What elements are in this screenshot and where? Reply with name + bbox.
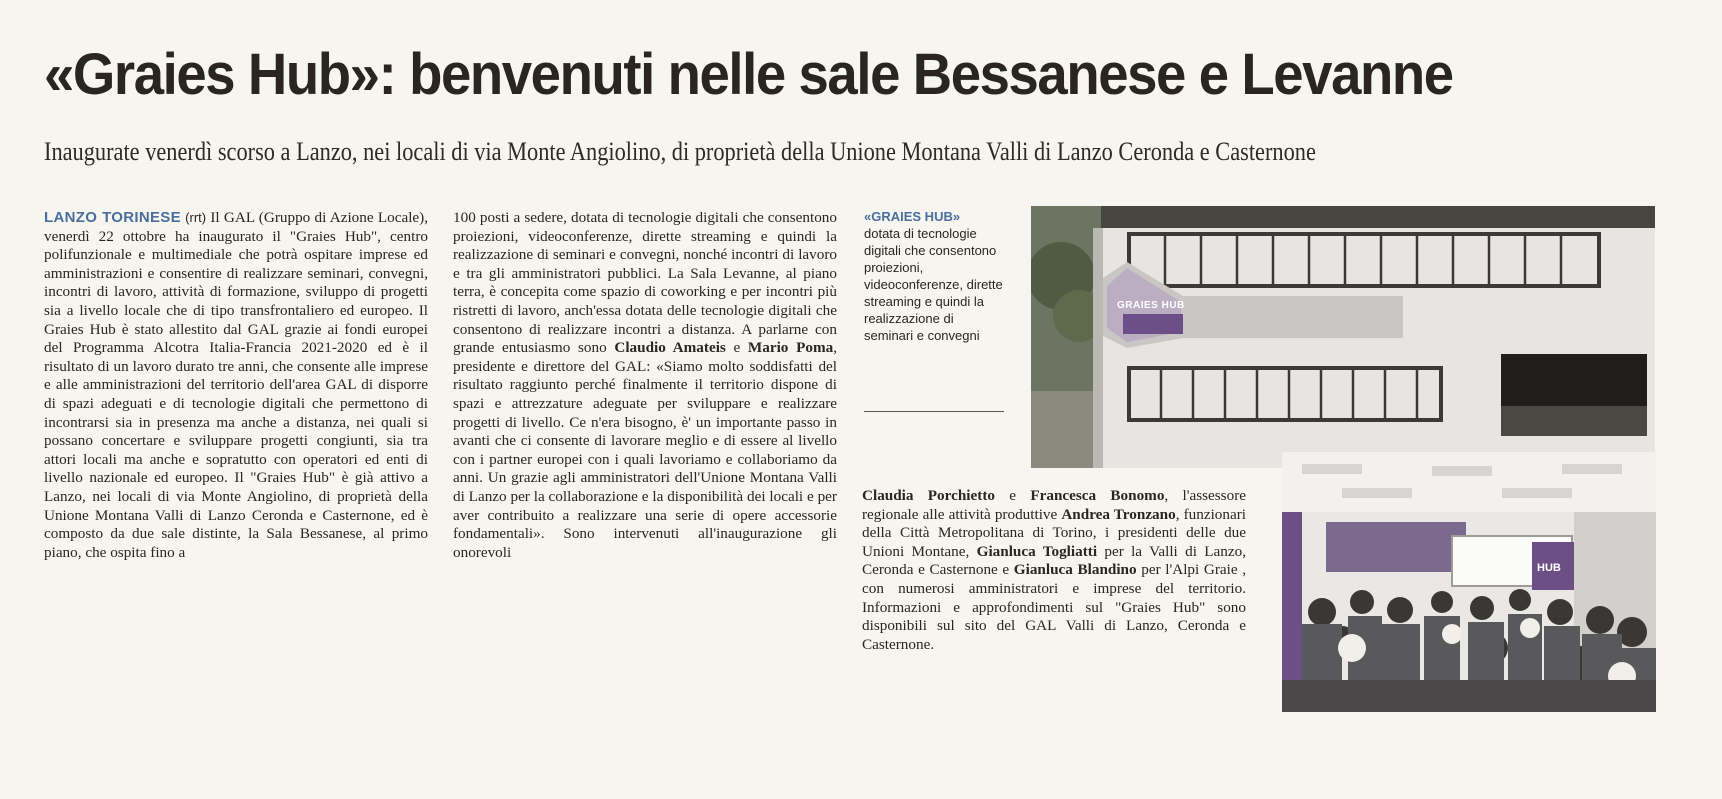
person-name: Francesca Bonomo	[1030, 487, 1165, 504]
author-credit: (rrt)	[185, 210, 207, 225]
photo-caption	[864, 208, 1004, 344]
column-3-text-d: per l'Alpi Graie , con numerosi amministratori e imprese del territorio. Informazioni e approfondimenti sul "Graies Hub" sono disponibili sul sito del GAL Valli di Lanzo, Ceronda e Casternone.	[862, 561, 1247, 653]
column-3-text-a: , l'assessore regionale alle attività produttive	[862, 487, 1246, 523]
headline: «Graies Hub»: benvenuti nelle sale Bessanese e Levanne	[44, 42, 1453, 107]
person-name: Gianluca Togliatti	[976, 542, 1098, 560]
building-sign: GRAIES HUB	[1117, 300, 1185, 311]
conjunction: e	[725, 339, 748, 357]
conference-room-photo	[1282, 452, 1656, 712]
person-name: Mario Poma	[747, 339, 834, 357]
caption-kicker: «GRAIES HUB»	[864, 209, 961, 224]
building-photo	[1031, 206, 1655, 468]
person-name: Claudia Porchietto	[862, 487, 995, 504]
article-column-3	[862, 487, 1246, 654]
article-column-2	[453, 209, 837, 562]
column-1-text: Il GAL (Gruppo di Azione Locale), venerdì 22 ottobre ha inaugurato il "Graies Hub", centro polifunzionale e multimediale che potrà ospitare imprese ed amministrazioni e consentire di realizzare seminari, convegni, incontri di lavoro, attività di formazione, sviluppo di progetti sia a livello locale che di tipo transfrontaliero ed europeo. Il Graies Hub è stato allestito dal GAL grazie ai fondi europei del Programma Alcotra Italia-Francia 2021-2020 ed è il risultato di un lavoro durato tre anni, che consente alle imprese e alle amministrazioni del territorio dell'area GAL di disporre di spazi adeguati e di tecnologie digitali che permettono di incontrarsi sia in presenza ma anche a distanza, nei quali si possano concertare e sviluppare progetti congiunti, sia tra attori locali ma anche e sopratutto con operatori ed enti di livello nazionale ed europeo. Il "Graies Hub" è già attivo a Lanzo, nei locali di via Monte Angiolino, di proprietà della Unione Montana Valli di Lanzo Ceronda e Casternone, ed è composto da due sale distinte, la Sala Bessanese, al primo piano, che ospita fino a	[44, 209, 429, 561]
article-column-1	[44, 209, 428, 562]
room-screen-sign: HUB	[1537, 562, 1561, 574]
column-2-text-a: 100 posti a sedere, dotata di tecnologie digitali che consentono proiezioni, videoconferenze, dirette streaming e quindi la realizzazione di seminari e convegni, nonché incontri di lavoro e tra gli amministratori pubblici. La Sala Levanne, al piano terra, è concepita come spazio di coworking e per incontri più ristretti di lavoro, anch'essa dotata delle tecnologie digitali che consentono di realizzare incontri a distanza. A parlarne con grande entusiasmo sono	[453, 209, 837, 357]
person-name: Claudio Amateis	[614, 339, 726, 357]
column-3-text-c: per la Valli di Lanzo, Ceronda e Casternone e	[862, 542, 1246, 579]
conjunction: e	[994, 487, 1031, 504]
column-3-text-b: , funzionari della Città Metropolitana di Torino, i presidenti delle due Unioni Montane,	[862, 505, 1246, 560]
column-2-text-b: , presidente e direttore del GAL: «Siamo molto soddisfatti del risultato raggiunto perché finalmente il territorio dispone di spazi e attrezzature adeguate per sviluppare e realizzare progetti di livello. Ce n'era bisogno, è' un importante passo in avanti che ci consente di lavorare meglio e di essere al livello con i partner europei con i quali lavoriamo e collaboriamo da anni. Un grazie agli amministratori dell'Unione Montana Valli di Lanzo per la collaborazione e la disponibilità dei locali e per aver contribuito a realizzare una serie di opere accessorie fondamentali». Sono intervenuti all'inaugurazione gli onorevoli	[453, 339, 837, 561]
caption-text: dotata di tecnologie digitali che consentono proiezioni, videoconferenze, dirette streaming e quindi la realizzazione di seminari e convegni	[864, 226, 1003, 343]
person-name: Gianluca Blandino	[1013, 561, 1137, 579]
person-name: Andrea Tronzano	[1061, 505, 1176, 523]
caption-rule	[864, 411, 1004, 412]
dateline: LANZO TORINESE	[44, 209, 181, 226]
subheadline: Inaugurate venerdì scorso a Lanzo, nei locali di via Monte Angiolino, di proprietà della Unione Montana Valli di Lanzo Ceronda e Casternone	[44, 137, 1316, 166]
